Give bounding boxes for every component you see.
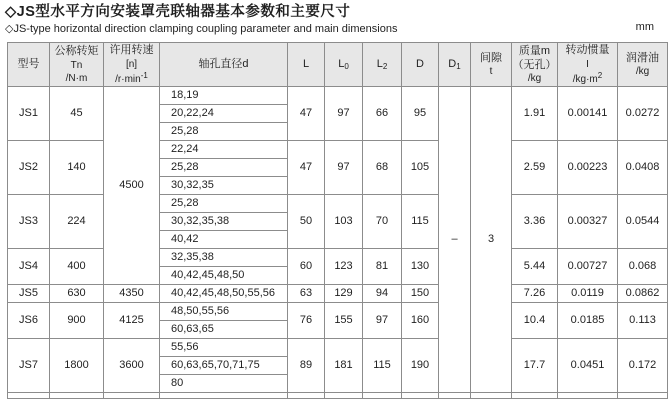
cell-L: 63 (288, 285, 325, 303)
col-header-L2: $L_2$ (363, 43, 402, 87)
page-title-zh: ◇JS型水平方向安装罩壳联轴器基本参数和主要尺寸 (5, 4, 351, 20)
col-header-speed: 许用转速 [n] $/r\cdot\min^{-1}$ (104, 43, 160, 87)
cell-bore: 22,24 (160, 141, 288, 159)
cell-L0: 155 (325, 303, 363, 339)
cell-D: 150 (402, 285, 439, 303)
cell-bore: 40,42,45,48,50 (160, 267, 288, 285)
empty-cell (512, 393, 558, 399)
cell-inertia: 0.0119 (558, 285, 618, 303)
cell-inertia: 0.00327 (558, 195, 618, 249)
title-block (5, 0, 397, 35)
cell-L2: 70 (363, 195, 402, 249)
cell-L: 50 (288, 195, 325, 249)
cell-inertia: 0.0185 (558, 303, 618, 339)
cell-D: 115 (402, 195, 439, 249)
cell-bore: 18,19 (160, 87, 288, 105)
header-row (8, 43, 668, 87)
empty-cell (160, 393, 288, 399)
cell-speed: 4500 (104, 87, 160, 285)
col-header-L: L (288, 43, 325, 87)
cell-bore: 20,22,24 (160, 105, 288, 123)
cell-bore: 30,32,35,38 (160, 213, 288, 231)
cell-mass: 5.44 (512, 249, 558, 285)
cell-inertia: 0.00727 (558, 249, 618, 285)
cell-L0: 103 (325, 195, 363, 249)
cell-L0: 129 (325, 285, 363, 303)
cell-model: JS3 (8, 195, 50, 249)
cell-oil: 0.172 (618, 339, 668, 393)
col-header-torque: 公称转矩 Tn /N·m (50, 43, 104, 87)
cell-mass: 17.7 (512, 339, 558, 393)
cell-model: JS5 (8, 285, 50, 303)
cell-L: 60 (288, 249, 325, 285)
cell-bore: 32,35,38 (160, 249, 288, 267)
cell-L2: 66 (363, 87, 402, 141)
table-row (8, 303, 668, 321)
cell-L: 76 (288, 303, 325, 339)
cell-D: 160 (402, 303, 439, 339)
cell-speed: 4125 (104, 303, 160, 339)
cell-bore: 60,63,65 (160, 321, 288, 339)
cell-L: 47 (288, 87, 325, 141)
cell-L2: 97 (363, 303, 402, 339)
empty-cell (618, 393, 668, 399)
cell-model: JS6 (8, 303, 50, 339)
cell-oil: 0.0272 (618, 87, 668, 141)
cell-torque: 900 (50, 303, 104, 339)
empty-cell (558, 393, 618, 399)
cell-D: 190 (402, 339, 439, 393)
empty-cell (325, 393, 363, 399)
cell-mass: 2.59 (512, 141, 558, 195)
spec-table (7, 42, 668, 399)
cell-oil: 0.0544 (618, 195, 668, 249)
partial-row (8, 393, 668, 399)
col-header-gap: 间隙 t (471, 43, 512, 87)
cell-bore: 55,56 (160, 339, 288, 357)
cell-mass: 10.4 (512, 303, 558, 339)
empty-cell (50, 393, 104, 399)
table-row (8, 285, 668, 303)
col-header-bore: 轴孔直径d (160, 43, 288, 87)
cell-mass: 1.91 (512, 87, 558, 141)
cell-torque: 630 (50, 285, 104, 303)
cell-model: JS1 (8, 87, 50, 141)
page-title-en: ◇JS-type horizontal direction clamping coupling parameter and main dimensions (5, 23, 398, 35)
cell-bore: 40,42 (160, 231, 288, 249)
cell-model: JS7 (8, 339, 50, 393)
cell-bore: 48,50,55,56 (160, 303, 288, 321)
cell-oil: 0.113 (618, 303, 668, 339)
table-body (8, 87, 668, 399)
empty-cell (8, 393, 50, 399)
cell-torque: 1800 (50, 339, 104, 393)
empty-cell (471, 393, 512, 399)
cell-L: 47 (288, 141, 325, 195)
cell-L0: 181 (325, 339, 363, 393)
cell-L2: 81 (363, 249, 402, 285)
col-header-D1: $D_1$ (439, 43, 471, 87)
empty-cell (288, 393, 325, 399)
cell-torque: 224 (50, 195, 104, 249)
cell-D1: – (439, 87, 471, 393)
cell-torque: 140 (50, 141, 104, 195)
empty-cell (104, 393, 160, 399)
cell-L2: 68 (363, 141, 402, 195)
cell-bore: 25,28 (160, 195, 288, 213)
cell-L0: 123 (325, 249, 363, 285)
cell-speed: 3600 (104, 339, 160, 393)
col-header-D: D (402, 43, 439, 87)
col-header-oil: 润滑油 /kg (618, 43, 668, 87)
cell-bore: 80 (160, 375, 288, 393)
cell-gap: 3 (471, 87, 512, 393)
cell-torque: 400 (50, 249, 104, 285)
cell-bore: 30,32,35 (160, 177, 288, 195)
cell-L0: 97 (325, 141, 363, 195)
cell-bore: 60,63,65,70,71,75 (160, 357, 288, 375)
cell-oil: 0.068 (618, 249, 668, 285)
cell-inertia: 0.0451 (558, 339, 618, 393)
col-header-inertia: 转动惯量 I $/kg\cdot m^2$ (558, 43, 618, 87)
cell-bore: 25,28 (160, 159, 288, 177)
cell-torque: 45 (50, 87, 104, 141)
cell-speed: 4350 (104, 285, 160, 303)
table-row (8, 87, 668, 105)
cell-mass: 7.26 (512, 285, 558, 303)
cell-D: 105 (402, 141, 439, 195)
cell-D: 95 (402, 87, 439, 141)
cell-L2: 115 (363, 339, 402, 393)
cell-model: JS4 (8, 249, 50, 285)
empty-cell (363, 393, 402, 399)
empty-cell (439, 393, 471, 399)
cell-inertia: 0.00141 (558, 87, 618, 141)
empty-cell (402, 393, 439, 399)
cell-L0: 97 (325, 87, 363, 141)
cell-bore: 40,42,45,48,50,55,56 (160, 285, 288, 303)
cell-bore: 25,28 (160, 123, 288, 141)
table-row (8, 339, 668, 357)
col-header-model: 型号 (8, 43, 50, 87)
cell-inertia: 0.00223 (558, 141, 618, 195)
cell-D: 130 (402, 249, 439, 285)
col-header-mass: 质量m （无孔） /kg (512, 43, 558, 87)
col-header-L0: $L_0$ (325, 43, 363, 87)
cell-mass: 3.36 (512, 195, 558, 249)
unit-label: mm (635, 21, 654, 33)
cell-L: 89 (288, 339, 325, 393)
cell-oil: 0.0862 (618, 285, 668, 303)
cell-L2: 94 (363, 285, 402, 303)
cell-oil: 0.0408 (618, 141, 668, 195)
cell-model: JS2 (8, 141, 50, 195)
